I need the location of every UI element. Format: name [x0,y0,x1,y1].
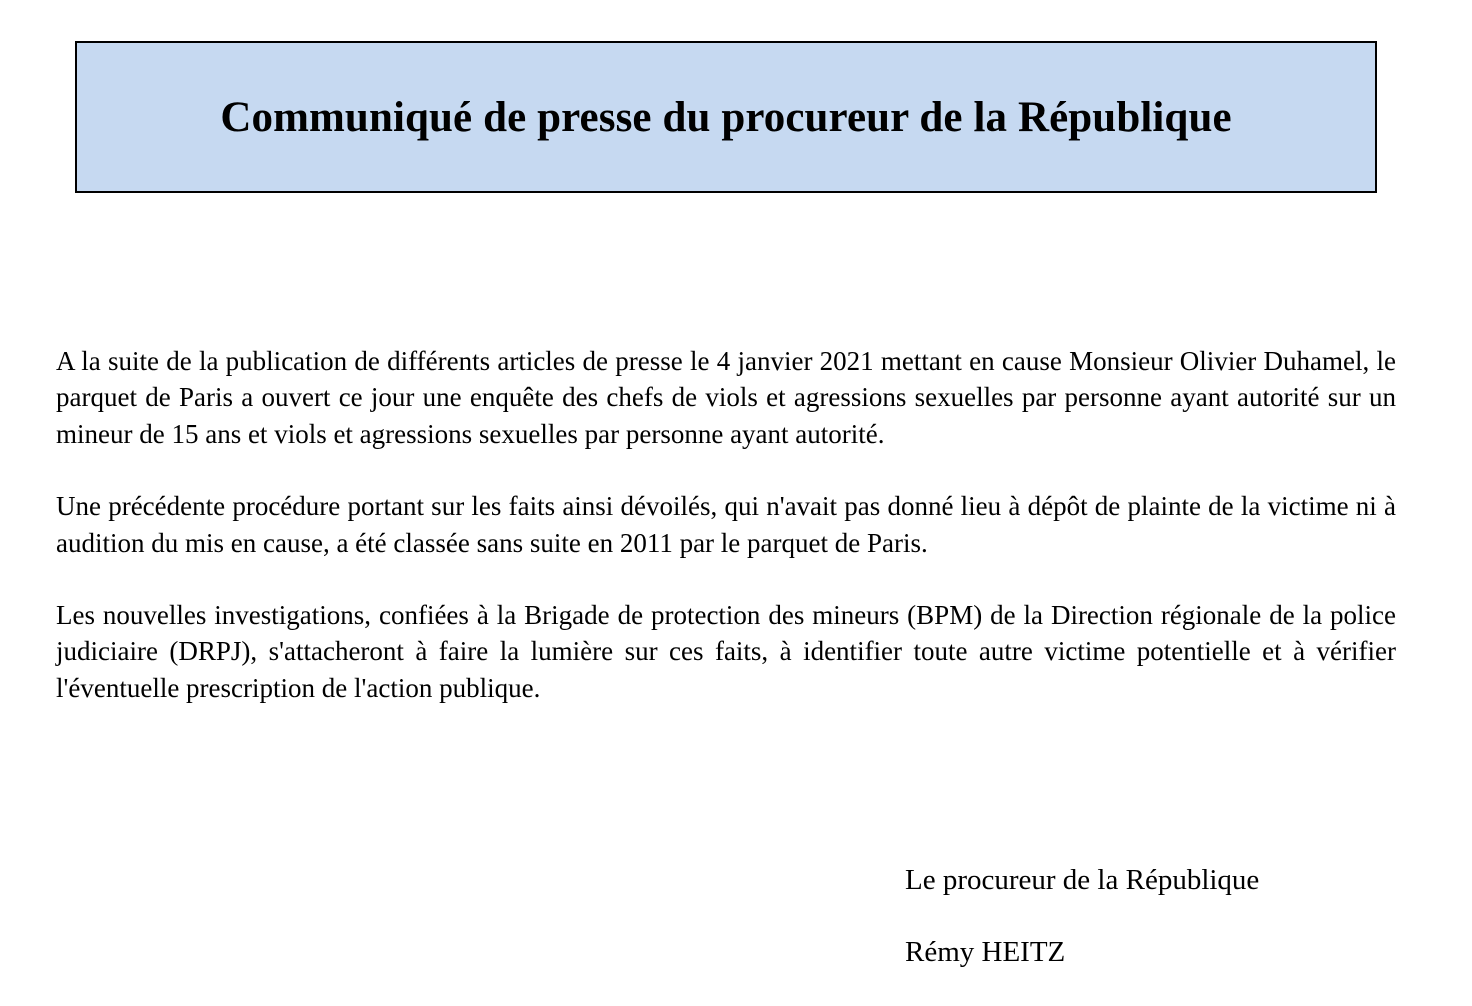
press-release-body [56,343,1396,742]
document-title: Communiqué de presse du procureur de la République [220,93,1232,141]
paragraph-3: Les nouvelles investigations, confiées à la Brigade de protection des mineurs (BPM) de la Direction régionale de la police judiciaire (DRPJ), s'attacheront à faire la lumière sur ces faits, à identifier toute autre victime potentielle et à vérifier l'éventuelle prescription de l'action publique. [56,600,1396,703]
paragraph-1: A la suite de la publication de différents articles de presse le 4 janvier 2021 mettant en cause Monsieur Olivier Duhamel, le parquet de Paris a ouvert ce jour une enquête des chefs de viols et agressions sexuelles par personne ayant autorité sur un mineur de 15 ans et viols et agressions sexuelles par personne ayant autorité. [56,346,1396,449]
title-box [75,41,1377,193]
paragraph-2: Une précédente procédure portant sur les faits ainsi dévoilés, qui n'avait pas donné lieu à dépôt de plainte de la victime ni à audition du mis en cause, a été classée sans suite en 2011 par le parquet de Paris. [56,491,1396,558]
signatory-name: Rémy HEITZ [905,936,1066,968]
signatory-role: Le procureur de la République [905,864,1260,896]
signature-block [905,862,1259,970]
